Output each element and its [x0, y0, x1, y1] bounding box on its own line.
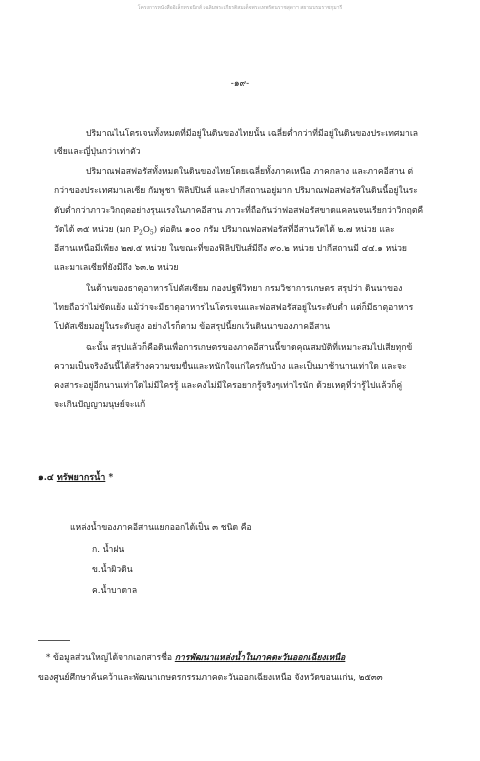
- section-heading: [38, 470, 113, 484]
- section-intro: แหล่งน้ำของภาคอีสานแยกออกได้เป็น ๓ ชนิด คือ: [70, 523, 252, 533]
- text-segment: วัดได้ ๓๕ หน่วย: [54, 225, 114, 235]
- footnote-prefix: * ข้อมูลส่วนใหญ่ได้จากเอกสารชื่อ: [46, 653, 175, 663]
- paragraph-line: ในด้านของธาตุอาหารโปตัสเซียม กองปฐพีวิทยา กรมวิชาการเกษตร สรุปว่า ดินนาของ: [86, 284, 403, 294]
- text-segment: (มก P: [116, 225, 140, 235]
- subscript: 5: [149, 229, 154, 237]
- paragraph-line: ความเป็นจริงอันนี้ได้สร้างความขมขื่นและหนักใจแก่ใครกันบ้าง และเป็นมาช้านานเท่าใด และจะ: [54, 362, 407, 372]
- list-item: ก. น้ำฝน: [92, 545, 125, 555]
- list-item: ค.น้ำบาดาล: [92, 586, 138, 596]
- paragraph-line: คงสาระอยู่อีกนานเท่าใดไม่มีใครรู้ และคงไม่มีใครอยากรู้จริงๆเท่าไรนัก ด้วยเหตุที่ว่ารู้ไปแล้วก็คู่: [54, 381, 403, 391]
- paragraph-line: โปตัสเซียมอยู่ในระดับสูง อย่างไรก็ตาม ข้อสรุปนี้ยกเว้นดินนาของภาคอีสาน: [54, 322, 331, 332]
- list-item: ข.น้ำผิวดิน: [92, 565, 133, 575]
- paragraph-line: ดับต่ำกว่าภาวะวิกฤตอย่างรุนแรงในภาคอีสาน ภาวะที่ถือกันว่าฟอสฟอรัสขาดแคลนจนเรียกว่าวิกฤตคื: [54, 206, 424, 216]
- paragraph-line: ปริมาณฟอสฟอรัสทั้งหมดในดินของไทยโดยเฉลี่ยทั้งภาคเหนือ ภาคกลาง และภาคอีสาน ต่: [86, 167, 414, 177]
- page-number: -๑๙-: [230, 79, 250, 89]
- paragraph-line: จะเกินปัญญามนุษย์จะแก้: [54, 400, 146, 410]
- paragraph-line: อีสานเหนือมีเพียง ๒๗.๕ หน่วย ในขณะที่ของฟิลิปปินส์มีถึง ๙๐.๒ หน่วย ปากีสถานมี ๔๔.๑ หน่วย: [54, 244, 407, 254]
- subscript: 2: [139, 229, 143, 237]
- footnote-divider: [38, 640, 70, 641]
- paragraph-line: [54, 224, 395, 240]
- paragraph-line: ฉะนั้น สรุปแล้วก็คือดินเพื่อการเกษตรของภาคอีสานนี้ขาดคุณสมบัติที่เหมาะสมไปเสียทุกข้: [86, 343, 413, 353]
- footnote-line: ของศูนย์ศึกษาค้นคว้าและพัฒนาเกษตรกรรมภาคตะวันออกเฉียงเหนือ จังหวัดขอนแก่น, ๒๕๓๓: [38, 673, 383, 683]
- paragraph-line: เซียและญี่ปุ่นกว่าเท่าตัว: [54, 147, 141, 157]
- paragraph-line: และมาเลเซียที่ยังมีถึง ๖๓.๒ หน่วย: [54, 263, 179, 273]
- section-title: ทรัพยากรน้ำ: [56, 473, 106, 483]
- section-number: ๑.๔: [38, 473, 54, 483]
- footnote-line: [46, 652, 345, 664]
- text-segment: ต่อดิน ๑๐๐ กรัม ปริมาณฟอสฟอรัสที่อีสานวัดได้ ๒.๗ หน่วย และ: [157, 225, 395, 235]
- paragraph-line: กว่าของประเทศมาเลเซีย กัมพูชา ฟิลิปปินส์ และปากีสถานอยู่มาก ปริมาณฟอสฟอรัสในดินนี้อยู่ในระ: [54, 186, 418, 196]
- text-segment: ): [153, 225, 158, 235]
- paragraph-line: ไทยถือว่าไม่ขัดแย้ง แม้ว่าจะมีธาตุอาหารไนโตรเจนและฟอสฟอรัสอยู่ในระดับต่ำ แต่ก็มีธาตุอาหาร: [54, 303, 414, 313]
- text-segment: O: [142, 225, 150, 235]
- paragraph-line: ปริมาณไนโตรเจนทั้งหมดที่มีอยู่ในดินของไทยนั้น เฉลี่ยต่ำกว่าที่มีอยู่ในดินของประเทศมาเล: [86, 129, 419, 139]
- footnote-marker: *: [108, 473, 114, 483]
- header-banner: โครงการหนังสืออิเล็กทรอนิกส์ เฉลิมพระเกียรติสมเด็จพระเทพรัตนราชสุดาฯ สยามบรมราชกุมารี: [137, 5, 343, 11]
- footnote-document-title: การพัฒนาแหล่งน้ำในภาคตะวันออกเฉียงเหนือ: [174, 653, 346, 663]
